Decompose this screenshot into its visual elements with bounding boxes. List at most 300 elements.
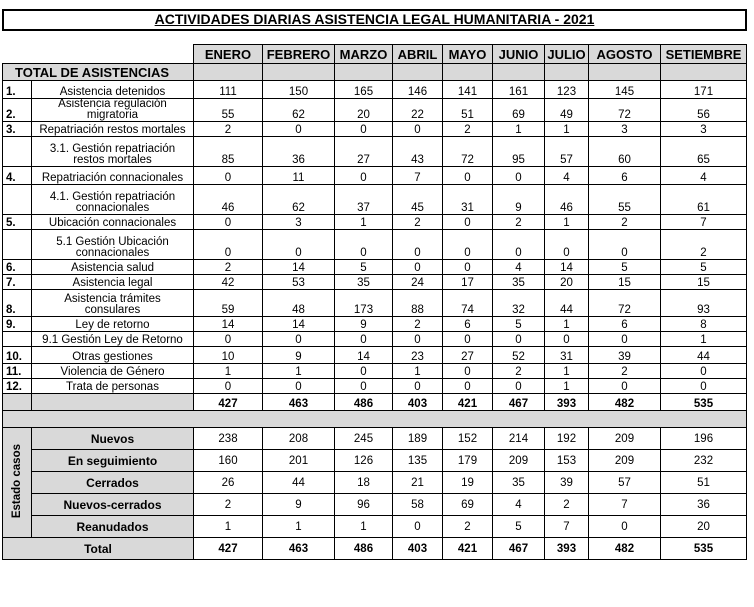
page-title: ACTIVIDADES DIARIAS ASISTENCIA LEGAL HUMANITARIA - 2021: [154, 11, 595, 27]
row-number: 2.: [3, 99, 32, 122]
row-value: 1: [545, 122, 589, 137]
row-value: 1: [661, 332, 747, 347]
row-value: 2: [194, 122, 263, 137]
row-value: 2: [194, 260, 263, 275]
total-value: 467: [493, 538, 545, 560]
sum-spacer: [32, 394, 194, 411]
activities-table: [2, 44, 747, 560]
separator-row: [3, 411, 747, 428]
row-value: 5: [335, 260, 393, 275]
status-label: En seguimiento: [32, 450, 194, 472]
row-value: 0: [443, 167, 493, 185]
row-value: 62: [263, 185, 335, 215]
status-value: 36: [661, 494, 747, 516]
row-value: 1: [545, 215, 589, 230]
row-label-line: Trata de personas: [66, 381, 159, 393]
total-value: 393: [545, 538, 589, 560]
row-label: [32, 215, 194, 230]
row-value: 15: [661, 275, 747, 290]
row-value: 53: [263, 275, 335, 290]
row-value: 57: [545, 137, 589, 167]
row-value: 2: [493, 364, 545, 379]
status-value: 135: [393, 450, 443, 472]
row-number: [3, 332, 32, 347]
table-row: [3, 317, 747, 332]
row-number: 6.: [3, 260, 32, 275]
row-value: 1: [545, 364, 589, 379]
status-value: 152: [443, 428, 493, 450]
row-label: [32, 290, 194, 317]
status-row: [3, 516, 747, 538]
row-number: 11.: [3, 364, 32, 379]
row-value: 1: [545, 317, 589, 332]
row-value: 0: [335, 230, 393, 260]
row-number: 5.: [3, 215, 32, 230]
status-value: 196: [661, 428, 747, 450]
total-value: 403: [393, 538, 443, 560]
row-value: 93: [661, 290, 747, 317]
row-value: 0: [263, 379, 335, 394]
row-value: 3: [661, 122, 747, 137]
row-value: 0: [661, 379, 747, 394]
row-value: 7: [393, 167, 443, 185]
status-value: 160: [194, 450, 263, 472]
row-label: [32, 81, 194, 99]
row-value: 6: [443, 317, 493, 332]
row-value: 27: [335, 137, 393, 167]
row-value: 43: [393, 137, 443, 167]
row-value: 0: [263, 332, 335, 347]
sum-value: 535: [661, 394, 747, 411]
status-value: 19: [443, 472, 493, 494]
row-value: 0: [335, 122, 393, 137]
row-value: 2: [589, 364, 661, 379]
sum-row: [3, 394, 747, 411]
row-value: 65: [661, 137, 747, 167]
row-number: 3.: [3, 122, 32, 137]
row-value: 35: [335, 275, 393, 290]
row-value: 14: [335, 347, 393, 364]
row-value: 0: [493, 230, 545, 260]
row-value: 9: [493, 185, 545, 215]
row-label: [32, 260, 194, 275]
sum-value: 463: [263, 394, 335, 411]
row-value: 4: [661, 167, 747, 185]
row-value: 10: [194, 347, 263, 364]
status-value: 21: [393, 472, 443, 494]
row-value: 2: [661, 230, 747, 260]
section-filler: [661, 64, 747, 81]
row-value: 59: [194, 290, 263, 317]
row-value: 88: [393, 290, 443, 317]
row-value: 55: [589, 185, 661, 215]
row-value: 14: [194, 317, 263, 332]
row-label: [32, 275, 194, 290]
row-value: 1: [393, 364, 443, 379]
row-value: 0: [194, 167, 263, 185]
row-value: 46: [194, 185, 263, 215]
header-row: [3, 45, 747, 64]
row-value: 111: [194, 81, 263, 99]
sum-value: 427: [194, 394, 263, 411]
row-value: 0: [443, 364, 493, 379]
table-row: [3, 122, 747, 137]
row-value: 2: [589, 215, 661, 230]
status-row: [3, 494, 747, 516]
row-value: 3: [589, 122, 661, 137]
status-value: 232: [661, 450, 747, 472]
header-spacer: [3, 45, 194, 64]
row-value: 171: [661, 81, 747, 99]
status-label: Nuevos: [32, 428, 194, 450]
row-value: 0: [335, 332, 393, 347]
row-value: 5: [661, 260, 747, 275]
row-value: 0: [443, 230, 493, 260]
row-value: 45: [393, 185, 443, 215]
row-value: 95: [493, 137, 545, 167]
row-number: 10.: [3, 347, 32, 364]
row-label: [32, 137, 194, 167]
section-filler: [335, 64, 393, 81]
row-value: 0: [443, 332, 493, 347]
row-value: 72: [443, 137, 493, 167]
row-value: 60: [589, 137, 661, 167]
row-value: 49: [545, 99, 589, 122]
row-value: 165: [335, 81, 393, 99]
status-value: 44: [263, 472, 335, 494]
status-value: 189: [393, 428, 443, 450]
row-value: 39: [589, 347, 661, 364]
row-value: 8: [661, 317, 747, 332]
row-value: 0: [263, 122, 335, 137]
row-number: 7.: [3, 275, 32, 290]
row-value: 2: [393, 317, 443, 332]
row-label: [32, 332, 194, 347]
status-value: 51: [661, 472, 747, 494]
row-value: 72: [589, 290, 661, 317]
row-value: 51: [443, 99, 493, 122]
status-value: 2: [194, 494, 263, 516]
table-row: [3, 260, 747, 275]
row-value: 48: [263, 290, 335, 317]
status-value: 0: [393, 516, 443, 538]
row-value: 3: [263, 215, 335, 230]
estado-casos-cell: [3, 428, 32, 538]
status-value: 20: [661, 516, 747, 538]
row-value: 161: [493, 81, 545, 99]
row-value: 1: [335, 215, 393, 230]
status-value: 58: [393, 494, 443, 516]
row-value: 0: [493, 167, 545, 185]
row-value: 0: [335, 364, 393, 379]
row-value: 6: [589, 167, 661, 185]
row-label-line: connacionales: [75, 247, 150, 259]
status-value: 2: [443, 516, 493, 538]
row-value: 123: [545, 81, 589, 99]
row-value: 0: [393, 332, 443, 347]
row-value: 23: [393, 347, 443, 364]
row-number: 12.: [3, 379, 32, 394]
month-header: JUNIO: [493, 45, 545, 64]
table-row: [3, 347, 747, 364]
row-number: 8.: [3, 290, 32, 317]
row-label-line: Otras gestiones: [72, 351, 153, 363]
row-value: 173: [335, 290, 393, 317]
row-value: 44: [661, 347, 747, 364]
status-value: 208: [263, 428, 335, 450]
total-value: 486: [335, 538, 393, 560]
table-row: [3, 332, 747, 347]
row-label: [32, 185, 194, 215]
total-label: Total: [3, 538, 194, 560]
row-value: 14: [263, 317, 335, 332]
month-header: ABRIL: [393, 45, 443, 64]
row-value: 9: [335, 317, 393, 332]
status-value: 35: [493, 472, 545, 494]
row-value: 0: [393, 379, 443, 394]
row-value: 0: [194, 215, 263, 230]
section-filler: [194, 64, 263, 81]
section-filler: [545, 64, 589, 81]
row-value: 0: [493, 379, 545, 394]
row-value: 6: [589, 317, 661, 332]
row-label: [32, 347, 194, 364]
table-row: [3, 290, 747, 317]
row-value: 2: [443, 122, 493, 137]
row-label-line: Violencia de Género: [60, 366, 165, 378]
total-value: 463: [263, 538, 335, 560]
status-value: 7: [545, 516, 589, 538]
status-label: Cerrados: [32, 472, 194, 494]
row-value: 9: [263, 347, 335, 364]
row-value: 20: [335, 99, 393, 122]
row-value: 0: [589, 230, 661, 260]
status-value: 96: [335, 494, 393, 516]
table-row: [3, 364, 747, 379]
row-value: 14: [545, 260, 589, 275]
status-value: 1: [263, 516, 335, 538]
status-value: 39: [545, 472, 589, 494]
month-header: ENERO: [194, 45, 263, 64]
row-label: [32, 230, 194, 260]
row-number: [3, 185, 32, 215]
row-value: 42: [194, 275, 263, 290]
total-value: 427: [194, 538, 263, 560]
row-value: 0: [194, 379, 263, 394]
row-value: 4: [493, 260, 545, 275]
section-filler: [263, 64, 335, 81]
row-value: 32: [493, 290, 545, 317]
total-value: 482: [589, 538, 661, 560]
status-value: 153: [545, 450, 589, 472]
status-value: 1: [335, 516, 393, 538]
row-value: 0: [493, 332, 545, 347]
row-value: 1: [545, 379, 589, 394]
month-header: AGOSTO: [589, 45, 661, 64]
row-label-line: Asistencia trámites: [64, 293, 161, 305]
row-label: [32, 122, 194, 137]
row-value: 56: [661, 99, 747, 122]
status-value: 57: [589, 472, 661, 494]
row-value: 20: [545, 275, 589, 290]
status-value: 1: [194, 516, 263, 538]
row-label-line: Asistencia regulación: [58, 98, 167, 110]
status-value: 238: [194, 428, 263, 450]
row-value: 0: [194, 332, 263, 347]
sum-value: 486: [335, 394, 393, 411]
month-header: MAYO: [443, 45, 493, 64]
row-value: 24: [393, 275, 443, 290]
status-value: 209: [589, 450, 661, 472]
month-header: MARZO: [335, 45, 393, 64]
row-value: 0: [443, 260, 493, 275]
table-row: [3, 99, 747, 122]
row-value: 14: [263, 260, 335, 275]
row-label: [32, 317, 194, 332]
separator: [3, 411, 747, 428]
row-value: 0: [545, 230, 589, 260]
row-value: 22: [393, 99, 443, 122]
row-value: 0: [194, 230, 263, 260]
sum-spacer: [3, 394, 32, 411]
status-value: 5: [493, 516, 545, 538]
status-value: 0: [589, 516, 661, 538]
row-value: 11: [263, 167, 335, 185]
row-value: 31: [443, 185, 493, 215]
row-label-line: Ubicación connacionales: [48, 217, 177, 229]
sum-value: 393: [545, 394, 589, 411]
estado-casos-label: Estado casos: [11, 443, 23, 519]
table-row: [3, 379, 747, 394]
total-value: 421: [443, 538, 493, 560]
row-value: 44: [545, 290, 589, 317]
row-value: 0: [443, 379, 493, 394]
row-value: 0: [335, 379, 393, 394]
sum-value: 482: [589, 394, 661, 411]
row-number: [3, 137, 32, 167]
row-label-line: Ley de retorno: [75, 319, 150, 331]
row-number: 1.: [3, 81, 32, 99]
status-label: Reanudados: [32, 516, 194, 538]
table-row: [3, 230, 747, 260]
month-header: SETIEMBRE: [661, 45, 747, 64]
row-value: 1: [194, 364, 263, 379]
section-filler: [393, 64, 443, 81]
row-value: 37: [335, 185, 393, 215]
status-row: [3, 472, 747, 494]
status-row: [3, 450, 747, 472]
total-row: [3, 538, 747, 560]
total-value: 535: [661, 538, 747, 560]
row-value: 5: [589, 260, 661, 275]
sum-value: 421: [443, 394, 493, 411]
status-value: 192: [545, 428, 589, 450]
row-value: 150: [263, 81, 335, 99]
section-filler: [589, 64, 661, 81]
section-filler: [493, 64, 545, 81]
status-value: 201: [263, 450, 335, 472]
row-value: 0: [393, 260, 443, 275]
row-label-line: consulares: [84, 304, 141, 316]
row-value: 141: [443, 81, 493, 99]
status-value: 69: [443, 494, 493, 516]
row-value: 52: [493, 347, 545, 364]
row-label-line: Repatriación restos mortales: [39, 124, 186, 136]
row-value: 0: [545, 332, 589, 347]
row-value: 4: [545, 167, 589, 185]
row-value: 2: [393, 215, 443, 230]
row-label-line: 3.1. Gestión repatriación: [49, 143, 176, 155]
row-value: 145: [589, 81, 661, 99]
row-value: 17: [443, 275, 493, 290]
row-label-line: connacionales: [75, 202, 150, 214]
row-value: 5: [493, 317, 545, 332]
row-value: 27: [443, 347, 493, 364]
row-number: 4.: [3, 167, 32, 185]
row-value: 35: [493, 275, 545, 290]
row-value: 15: [589, 275, 661, 290]
row-label-line: Asistencia detenidos: [59, 86, 166, 98]
section-filler: [443, 64, 493, 81]
row-value: 0: [589, 379, 661, 394]
section-title-row: [3, 64, 747, 81]
status-value: 209: [589, 428, 661, 450]
table-row: [3, 215, 747, 230]
status-value: 18: [335, 472, 393, 494]
table-row: [3, 137, 747, 167]
status-value: 214: [493, 428, 545, 450]
row-number: [3, 230, 32, 260]
status-value: 245: [335, 428, 393, 450]
row-number: 9.: [3, 317, 32, 332]
sum-value: 467: [493, 394, 545, 411]
row-value: 7: [661, 215, 747, 230]
table-row: [3, 275, 747, 290]
row-value: 36: [263, 137, 335, 167]
status-value: 2: [545, 494, 589, 516]
row-value: 69: [493, 99, 545, 122]
row-value: 55: [194, 99, 263, 122]
row-label-line: Repatriación connacionales: [41, 172, 184, 184]
status-row: [3, 428, 747, 450]
table-row: [3, 167, 747, 185]
status-value: 209: [493, 450, 545, 472]
row-value: 1: [493, 122, 545, 137]
status-label: Nuevos-cerrados: [32, 494, 194, 516]
status-value: 9: [263, 494, 335, 516]
table-row: [3, 81, 747, 99]
row-label-line: restos mortales: [73, 154, 152, 166]
row-label-line: 5.1 Gestión Ubicación: [56, 236, 169, 248]
status-value: 126: [335, 450, 393, 472]
row-value: 0: [589, 332, 661, 347]
row-label-line: migratoria: [86, 109, 139, 121]
row-value: 146: [393, 81, 443, 99]
row-value: 2: [493, 215, 545, 230]
row-label-line: 9.1 Gestión Ley de Retorno: [42, 334, 183, 346]
row-value: 0: [661, 364, 747, 379]
row-label: [32, 379, 194, 394]
row-value: 85: [194, 137, 263, 167]
row-value: 61: [661, 185, 747, 215]
row-value: 31: [545, 347, 589, 364]
row-value: 0: [393, 122, 443, 137]
row-value: 0: [443, 215, 493, 230]
row-label-line: Asistencia legal: [72, 277, 153, 289]
row-value: 1: [263, 364, 335, 379]
row-label: [32, 99, 194, 122]
table-row: [3, 185, 747, 215]
